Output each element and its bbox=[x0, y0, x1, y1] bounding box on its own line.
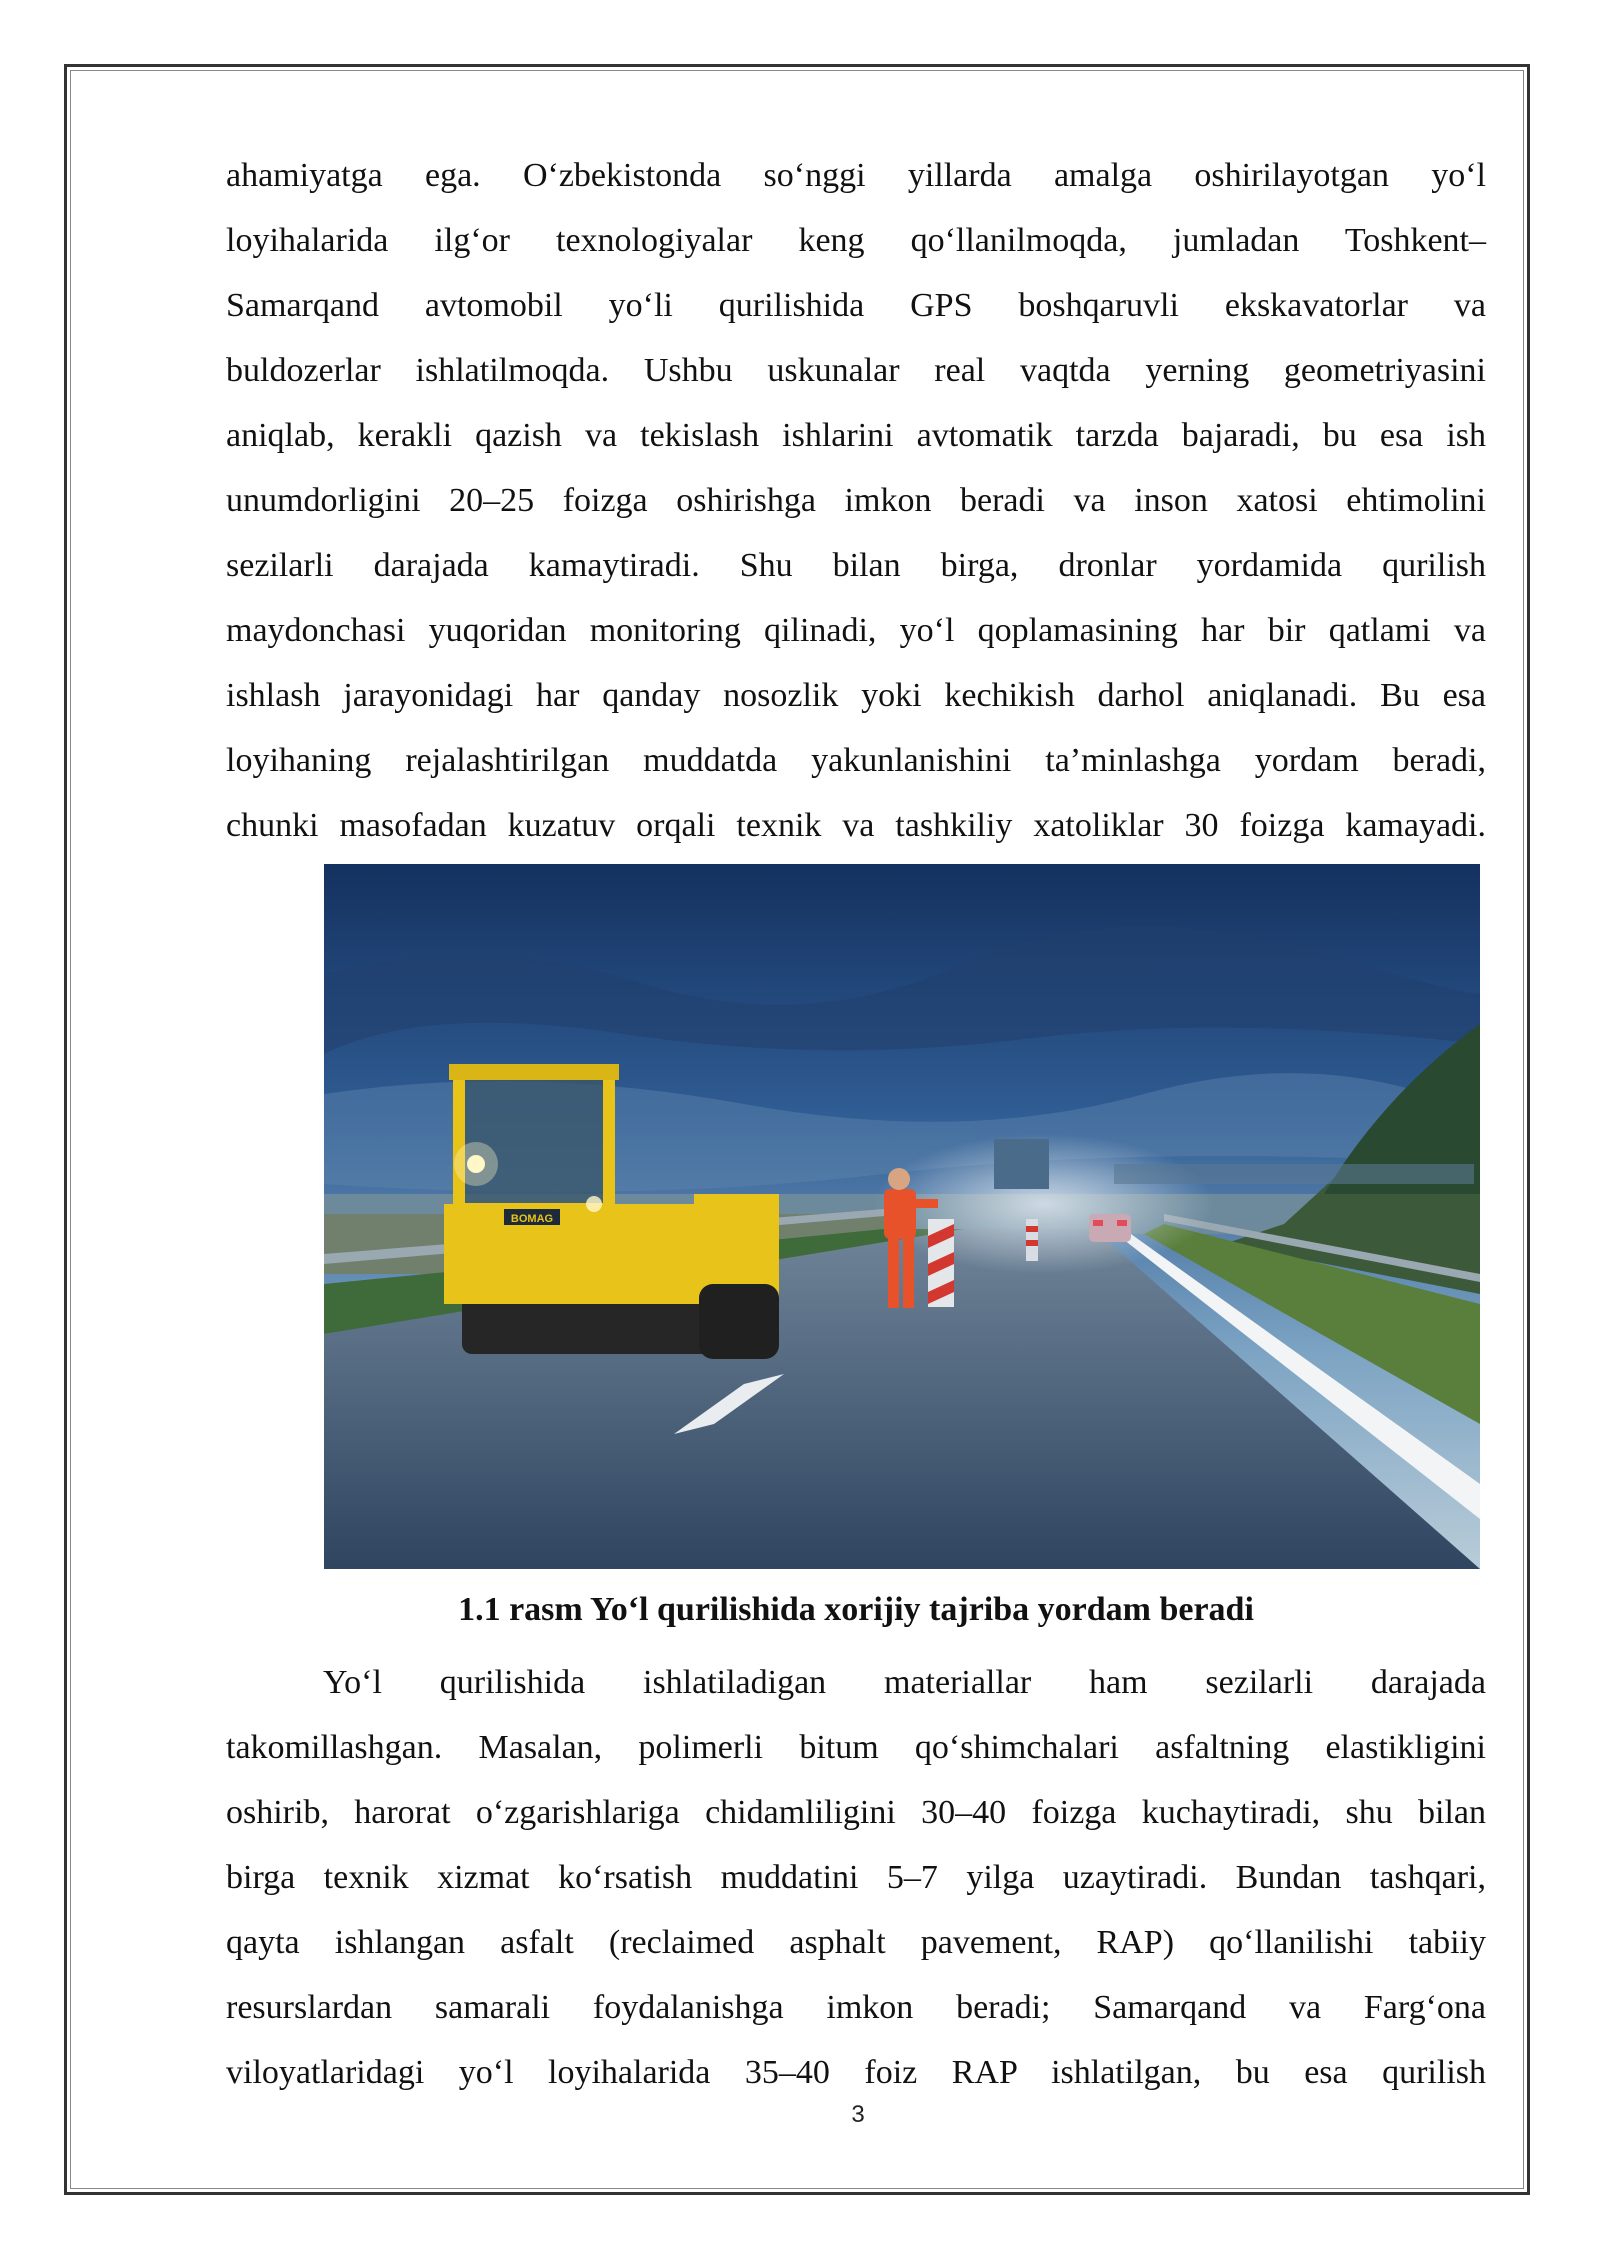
text-line: takomillashgan. Masalan, polimerli bitum qo‘shimchalari asfaltning elastikligini bbox=[226, 1729, 1486, 1766]
text-line: aniqlab, kerakli qazish va tekislash ishlarini avtomatik tarzda bajaradi, bu esa ish bbox=[226, 417, 1486, 454]
text-line: Samarqand avtomobil yo‘li qurilishida GPS boshqaruvli ekskavatorlar va bbox=[226, 287, 1486, 324]
text-line: sezilarli darajada kamaytiradi. Shu bilan birga, dronlar yordamida qurilish bbox=[226, 547, 1486, 584]
text-line: ahamiyatga ega. O‘zbekistonda so‘nggi yillarda amalga oshirilayotgan yo‘l bbox=[226, 157, 1486, 194]
text-line: loyihaning rejalashtirilgan muddatda yakunlanishini ta’minlashga yordam beradi, bbox=[226, 742, 1486, 779]
roller-brand-label: BOMAG bbox=[510, 1213, 554, 1225]
page-number: 3 bbox=[851, 2101, 865, 2128]
text-line: loyihalarida ilg‘or texnologiyalar keng qo‘llanilmoqda, jumladan Toshkent– bbox=[226, 222, 1486, 259]
text-line: resurslardan samarali foydalanishga imkon beradi; Samarqand va Farg‘ona bbox=[226, 1989, 1486, 2026]
paragraph-top bbox=[226, 143, 1486, 858]
text-line: viloyatlaridagi yo‘l loyihalarida 35–40 foiz RAP ishlatilgan, bu esa qurilish bbox=[226, 2054, 1486, 2091]
paragraph-bottom bbox=[226, 1650, 1486, 2105]
text-line: buldozerlar ishlatilmoqda. Ushbu uskunalar real vaqtda yerning geometriyasini bbox=[226, 352, 1486, 389]
road-construction-photo bbox=[324, 864, 1480, 1569]
text-line: birga texnik xizmat ko‘rsatish muddatini 5–7 yilga uzaytiradi. Bundan tashqari, bbox=[226, 1859, 1486, 1896]
text-line: ishlash jarayonidagi har qanday nosozlik yoki kechikish darhol aniqlanadi. Bu esa bbox=[226, 677, 1486, 714]
text-line: oshirib, harorat o‘zgarishlariga chidamliligini 30–40 foizga kuchaytiradi, shu bilan bbox=[226, 1794, 1486, 1831]
text-line: maydonchasi yuqoridan monitoring qilinadi, yo‘l qoplamasining har bir qatlami va bbox=[226, 612, 1486, 649]
text-line: qayta ishlangan asfalt (reclaimed asphalt pavement, RAP) qo‘llanilishi tabiiy bbox=[226, 1924, 1486, 1961]
text-line: unumdorligini 20–25 foizga oshirishga imkon beradi va inson xatosi ehtimolini bbox=[226, 482, 1486, 519]
text-line: chunki masofadan kuzatuv orqali texnik va tashkiliy xatoliklar 30 foizga kamayadi. bbox=[226, 807, 1486, 844]
text-line: Yo‘l qurilishida ishlatiladigan materiallar ham sezilarli darajada bbox=[323, 1664, 1486, 1701]
figure-caption: 1.1 rasm Yo‘l qurilishida xorijiy tajriba yordam beradi bbox=[458, 1591, 1254, 1628]
